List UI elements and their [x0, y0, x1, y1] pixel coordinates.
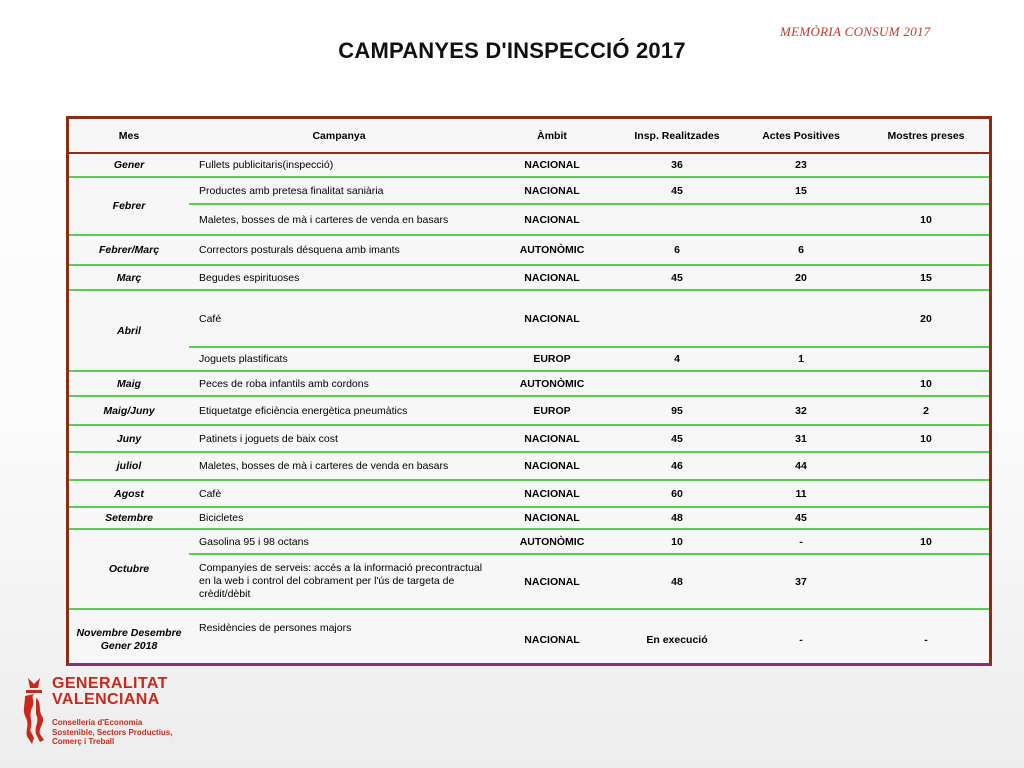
table-row — [69, 609, 989, 669]
cell-mostres: 10 — [863, 371, 989, 396]
cell-campanya: Patinets i joguets de baix cost — [189, 425, 489, 452]
logo-title: GENERALITAT VALENCIANA — [52, 675, 168, 708]
cell-campanya: Companyies de serveis: accés a la informació precontractual en la web i control del cobrament per l'ús de targeta de crèdit/dèbit — [189, 554, 489, 609]
column-header-campanya: Campanya — [189, 119, 489, 153]
cell-insp: 46 — [615, 452, 739, 480]
generalitat-logo — [20, 676, 190, 756]
cell-ambit: NACIONAL — [489, 265, 615, 290]
table-row — [69, 529, 989, 554]
cell-campanya: Maletes, bosses de mà i carteres de venda en basars — [189, 204, 489, 235]
table-header-row — [69, 119, 989, 153]
table-row — [69, 554, 989, 609]
cell-actes: 31 — [739, 425, 863, 452]
cell-insp — [615, 371, 739, 396]
cell-insp: En execució — [615, 609, 739, 669]
cell-campanya: Etiquetatge eficiència energètica pneumàtics — [189, 396, 489, 425]
cell-mes: Març — [69, 265, 189, 290]
cell-ambit: NACIONAL — [489, 153, 615, 177]
cell-mes: Maig — [69, 371, 189, 396]
cell-campanya: Peces de roba infantils amb cordons — [189, 371, 489, 396]
generalitat-emblem-icon — [20, 676, 48, 746]
cell-actes: 44 — [739, 452, 863, 480]
cell-mes: Novembre Desembre Gener 2018 — [69, 609, 189, 669]
cell-campanya: Correctors posturals désquena amb imants — [189, 235, 489, 265]
cell-mostres: 15 — [863, 265, 989, 290]
table-row — [69, 153, 989, 177]
cell-mostres: 10 — [863, 204, 989, 235]
table-row — [69, 507, 989, 529]
cell-campanya: Café — [189, 290, 489, 347]
cell-insp: 36 — [615, 153, 739, 177]
cell-insp — [615, 204, 739, 235]
cell-actes — [739, 290, 863, 347]
cell-mostres — [863, 554, 989, 609]
cell-mes: Agost — [69, 480, 189, 507]
table-row — [69, 371, 989, 396]
cell-campanya: Cafè — [189, 480, 489, 507]
cell-insp: 45 — [615, 425, 739, 452]
cell-ambit: EUROP — [489, 347, 615, 371]
cell-ambit: NACIONAL — [489, 452, 615, 480]
cell-campanya: Begudes espirituoses — [189, 265, 489, 290]
cell-ambit: NACIONAL — [489, 554, 615, 609]
cell-ambit: NACIONAL — [489, 177, 615, 204]
cell-campanya: Fullets publicitaris(inspecció) — [189, 153, 489, 177]
cell-campanya: Residències de persones majors — [189, 609, 489, 669]
table-row — [69, 452, 989, 480]
cell-actes — [739, 204, 863, 235]
cell-insp: 60 — [615, 480, 739, 507]
cell-campanya: Gasolina 95 i 98 octans — [189, 529, 489, 554]
cell-actes: 37 — [739, 554, 863, 609]
cell-mes: Gener — [69, 153, 189, 177]
cell-campanya: Joguets plastificats — [189, 347, 489, 371]
cell-mes: Febrer/Març — [69, 235, 189, 265]
cell-ambit: NACIONAL — [489, 425, 615, 452]
column-header-actes-positives: Actes Positives — [739, 119, 863, 153]
column-header-mes: Mes — [69, 119, 189, 153]
logo-subtitle: Conselleria d'Economia Sostenible, Sectors Productius, Comerç i Treball — [52, 718, 173, 746]
cell-actes: 6 — [739, 235, 863, 265]
column-header-ambit: Àmbit — [489, 119, 615, 153]
cell-insp: 45 — [615, 177, 739, 204]
page-title: CAMPANYES D'INSPECCIÓ 2017 — [338, 38, 686, 63]
cell-mostres: 20 — [863, 290, 989, 347]
cell-mostres — [863, 235, 989, 265]
cell-insp: 4 — [615, 347, 739, 371]
cell-actes: 20 — [739, 265, 863, 290]
cell-mostres — [863, 452, 989, 480]
column-header-mostres-preses: Mostres preses — [863, 119, 989, 153]
cell-mostres: 2 — [863, 396, 989, 425]
table-row — [69, 204, 989, 235]
table-row — [69, 396, 989, 425]
cell-ambit: NACIONAL — [489, 480, 615, 507]
cell-insp: 6 — [615, 235, 739, 265]
cell-mes: Abril — [69, 290, 189, 371]
cell-actes — [739, 371, 863, 396]
cell-insp: 45 — [615, 265, 739, 290]
cell-mostres — [863, 153, 989, 177]
cell-ambit: NACIONAL — [489, 204, 615, 235]
cell-mostres — [863, 177, 989, 204]
cell-actes: - — [739, 529, 863, 554]
cell-mostres — [863, 507, 989, 529]
cell-mostres — [863, 480, 989, 507]
cell-actes: 23 — [739, 153, 863, 177]
cell-mostres: 10 — [863, 425, 989, 452]
cell-ambit: NACIONAL — [489, 609, 615, 669]
cell-insp: 10 — [615, 529, 739, 554]
cell-mostres: 10 — [863, 529, 989, 554]
cell-mostres — [863, 347, 989, 371]
cell-insp: 48 — [615, 507, 739, 529]
inspection-campaigns-table — [66, 116, 992, 666]
cell-campanya: Bicicletes — [189, 507, 489, 529]
cell-ambit: AUTONÒMIC — [489, 529, 615, 554]
table-row — [69, 425, 989, 452]
cell-ambit: NACIONAL — [489, 290, 615, 347]
cell-actes: 15 — [739, 177, 863, 204]
cell-mostres: - — [863, 609, 989, 669]
cell-actes: 1 — [739, 347, 863, 371]
table-row — [69, 265, 989, 290]
table-row — [69, 290, 989, 347]
cell-actes: - — [739, 609, 863, 669]
column-header-insp-realitzades: Insp. Realitzades — [615, 119, 739, 153]
cell-campanya: Productes amb pretesa finalitat saniària — [189, 177, 489, 204]
cell-mes: Setembre — [69, 507, 189, 529]
cell-ambit: AUTONÒMIC — [489, 235, 615, 265]
table-row — [69, 480, 989, 507]
cell-mes: Maig/Juny — [69, 396, 189, 425]
cell-insp: 48 — [615, 554, 739, 609]
cell-actes: 11 — [739, 480, 863, 507]
cell-ambit: AUTONÒMIC — [489, 371, 615, 396]
cell-mes: Octubre — [69, 529, 189, 609]
cell-ambit: NACIONAL — [489, 507, 615, 529]
cell-mes: Febrer — [69, 177, 189, 235]
cell-ambit: EUROP — [489, 396, 615, 425]
table-row — [69, 177, 989, 204]
table-row — [69, 347, 989, 371]
cell-mes: Juny — [69, 425, 189, 452]
cell-actes: 45 — [739, 507, 863, 529]
cell-mes: juliol — [69, 452, 189, 480]
report-header-label: MEMÒRIA CONSUM 2017 — [780, 24, 931, 39]
table-row — [69, 235, 989, 265]
cell-campanya: Maletes, bosses de mà i carteres de venda en basars — [189, 452, 489, 480]
cell-insp — [615, 290, 739, 347]
cell-actes: 32 — [739, 396, 863, 425]
cell-insp: 95 — [615, 396, 739, 425]
